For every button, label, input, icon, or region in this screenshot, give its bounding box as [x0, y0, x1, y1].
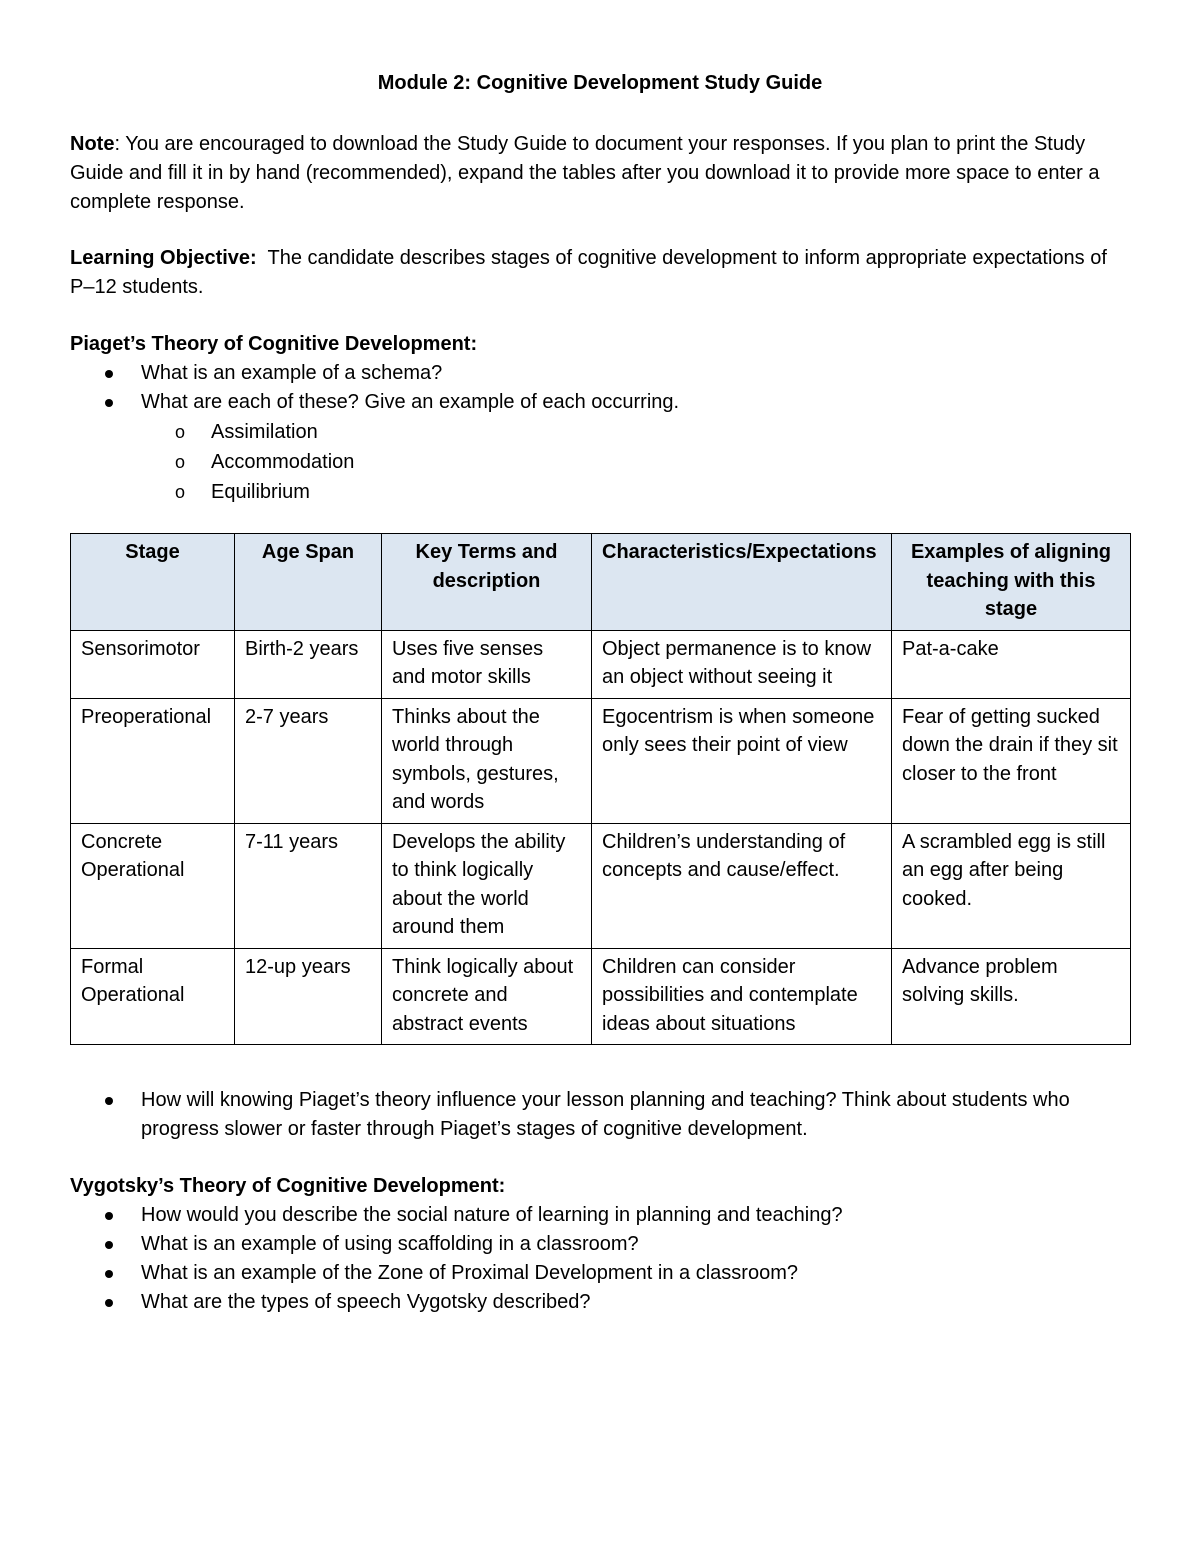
- list-item: [70, 388, 1130, 507]
- note-paragraph: [70, 130, 1130, 217]
- column-header-key-terms: Key Terms and description: [382, 534, 592, 631]
- table-cell: 2-7 years: [235, 698, 382, 823]
- table-cell: Object permanence is to know an object without seeing it: [592, 630, 892, 698]
- table-cell: Sensorimotor: [71, 630, 235, 698]
- column-header-stage: Stage: [71, 534, 235, 631]
- table-cell: Fear of getting sucked down the drain if they sit closer to the front: [892, 698, 1131, 823]
- table-row: [71, 698, 1131, 823]
- list-item: What is an example of using scaffolding in a classroom?: [70, 1230, 1130, 1259]
- table-row: [71, 823, 1131, 948]
- table-cell: Egocentrism is when someone only sees their point of view: [592, 698, 892, 823]
- column-header-examples: Examples of aligning teaching with this stage: [892, 534, 1131, 631]
- list-item: How would you describe the social nature of learning in planning and teaching?: [70, 1201, 1130, 1230]
- list-item-text: What are each of these? Give an example of each occurring.: [141, 391, 680, 413]
- vygotsky-questions: [70, 1201, 1130, 1317]
- table-cell: Formal Operational: [71, 948, 235, 1045]
- list-item: What is an example of a schema?: [70, 359, 1130, 388]
- table-cell: 7-11 years: [235, 823, 382, 948]
- table-cell: Children can consider possibilities and contemplate ideas about situations: [592, 948, 892, 1045]
- table-cell: Concrete Operational: [71, 823, 235, 948]
- table-cell: A scrambled egg is still an egg after being cooked.: [892, 823, 1131, 948]
- table-cell: 12-up years: [235, 948, 382, 1045]
- page-title: Module 2: Cognitive Development Study Guide: [377, 72, 823, 94]
- vygotsky-heading: Vygotsky’s Theory of Cognitive Development:: [70, 1175, 506, 1197]
- table-row: [71, 630, 1131, 698]
- piaget-heading: Piaget’s Theory of Cognitive Development:: [70, 333, 478, 355]
- piaget-stages-table: [70, 533, 1131, 1045]
- table-cell: Develops the ability to think logically about the world around them: [382, 823, 592, 948]
- sub-list-item: o Accommodation: [70, 447, 1130, 477]
- sub-list-item: o Equilibrium: [70, 477, 1130, 507]
- table-cell: Children’s understanding of concepts and cause/effect.: [592, 823, 892, 948]
- piaget-questions: [70, 359, 1130, 507]
- list-item: How will knowing Piaget’s theory influence your lesson planning and teaching? Think about students who progress slower or faster through Piaget’s stages of cognitive development.: [70, 1086, 1130, 1144]
- list-item: What is an example of the Zone of Proximal Development in a classroom?: [70, 1259, 1130, 1288]
- table-cell: Birth-2 years: [235, 630, 382, 698]
- objective-text: The candidate describes stages of cognitive development to inform appropriate expectations of P–12 students.: [70, 247, 1107, 298]
- note-label: Note: [70, 133, 115, 155]
- table-cell: Thinks about the world through symbols, gestures, and words: [382, 698, 592, 823]
- table-cell: Preoperational: [71, 698, 235, 823]
- objective-paragraph: [70, 244, 1130, 302]
- piaget-reflection: [70, 1086, 1130, 1144]
- note-text: : You are encouraged to download the Study Guide to document your responses. If you plan to print the Study Guide and fill it in by hand (recommended), expand the tables after you download it to provide more space to enter a complete response.: [70, 133, 1100, 213]
- sub-list-item: o Assimilation: [70, 417, 1130, 447]
- table-row: [71, 948, 1131, 1045]
- table-header-row: [71, 534, 1131, 631]
- table-cell: Advance problem solving skills.: [892, 948, 1131, 1045]
- column-header-characteristics: Characteristics/Expectations: [592, 534, 892, 631]
- piaget-subitems: [141, 417, 1130, 507]
- table-cell: Uses five senses and motor skills: [382, 630, 592, 698]
- table-cell: Pat-a-cake: [892, 630, 1131, 698]
- column-header-age-span: Age Span: [235, 534, 382, 631]
- objective-label: Learning Objective:: [70, 247, 257, 269]
- list-item: What are the types of speech Vygotsky described?: [70, 1288, 1130, 1317]
- table-cell: Think logically about concrete and abstract events: [382, 948, 592, 1045]
